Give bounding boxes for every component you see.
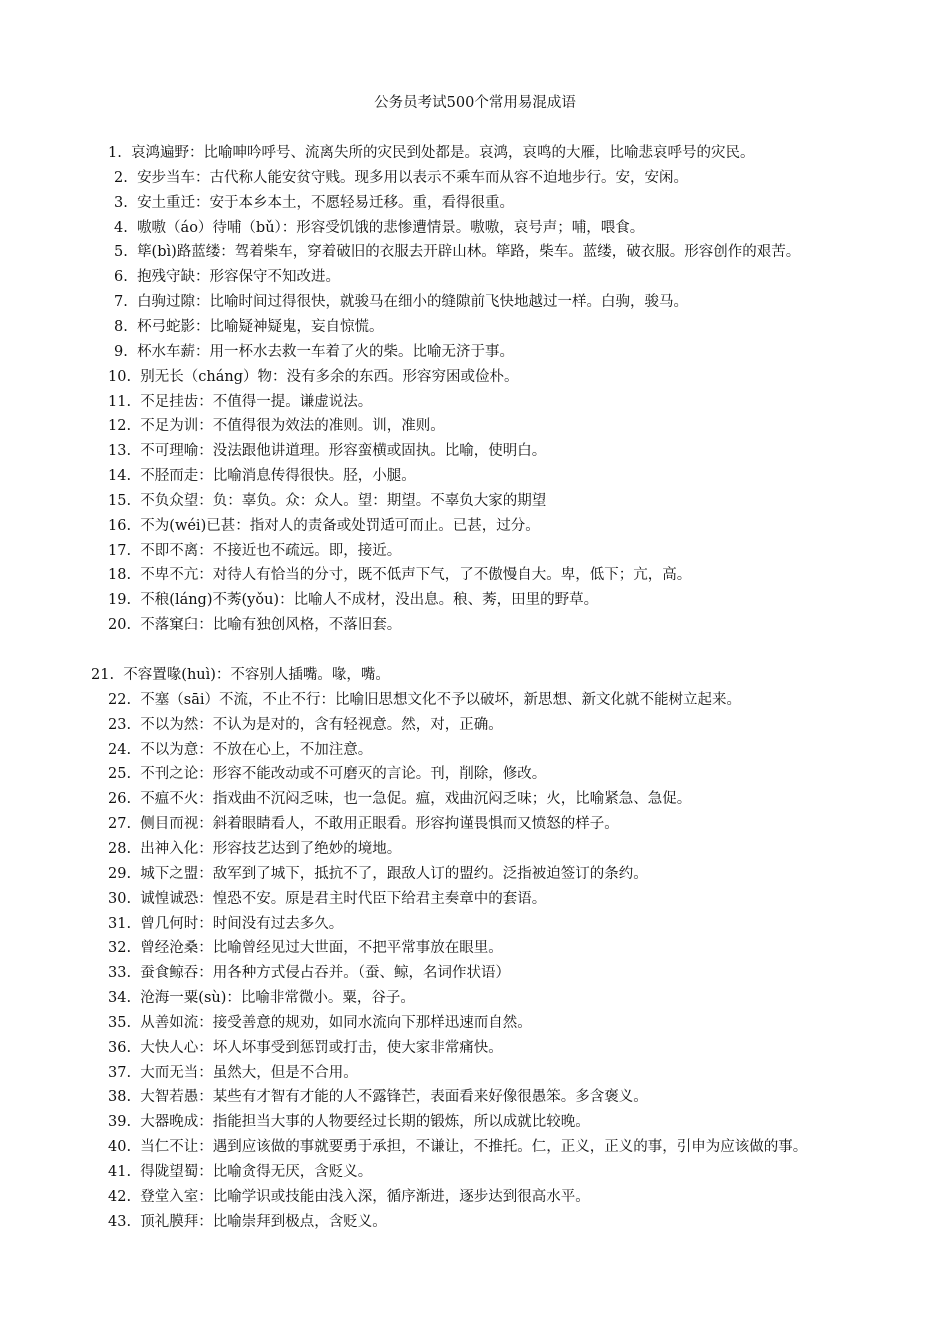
document-title: 公务员考试500个常用易混成语	[374, 95, 576, 111]
list-item	[108, 839, 401, 859]
list-item	[114, 292, 688, 312]
item-text: 不塞（sāi）不流，不止不行：比喻旧思想文化不予以破坏，新思想、新文化就不能树立起来。	[140, 691, 742, 708]
list-item	[108, 864, 648, 884]
item-text: 曾经沧桑：比喻曾经见过大世面，不把平常事放在眼里。	[140, 940, 503, 957]
item-number: 8.	[114, 318, 128, 335]
list-item	[108, 392, 372, 412]
item-number: 3.	[114, 194, 128, 211]
item-number: 27.	[108, 816, 132, 833]
item-text: 诚惶诚恐：惶恐不安。原是君主时代臣下给君主奏章中的套语。	[140, 890, 547, 907]
item-text: 白驹过隙：比喻时间过得很快，就骏马在细小的缝隙前飞快地越过一样。白驹，骏马。	[137, 294, 689, 311]
list-item	[108, 590, 598, 610]
item-text: 不卑不亢：对待人有恰当的分寸，既不低声下气，了不傲慢自大。卑，低下；亢，高。	[140, 567, 692, 584]
item-number: 6.	[114, 269, 128, 286]
item-text: 哀鸿遍野：比喻呻吟呼号、流离失所的灾民到处都是。哀鸿，哀鸣的大雁，比喻悲哀呼号的灾民。	[131, 145, 755, 161]
list-item	[108, 1038, 503, 1058]
list-item	[108, 814, 619, 834]
item-number: 22.	[108, 691, 132, 708]
list-item	[108, 789, 691, 809]
item-text: 得陇望蜀：比喻贪得无厌，含贬义。	[140, 1164, 373, 1180]
item-number: 15.	[108, 492, 132, 509]
list-item	[108, 764, 546, 784]
item-text: 当仁不让：遇到应该做的事就要勇于承担，不谦让，不推托。仁，正义，正义的事，引申为应该做的事。	[140, 1139, 808, 1156]
list-item	[108, 615, 401, 635]
item-number: 33.	[108, 965, 132, 982]
item-text: 沧海一粟(sù)：比喻非常微小。粟，谷子。	[140, 990, 415, 1007]
list-item	[108, 963, 510, 983]
item-text: 不胫而走：比喻消息传得很快。胫，小腿。	[140, 468, 416, 485]
list-item	[108, 740, 372, 760]
list-item	[108, 1087, 648, 1107]
list-item	[108, 690, 741, 710]
list-item	[114, 242, 800, 262]
list-item	[114, 168, 688, 188]
list-item	[108, 541, 401, 561]
item-number: 31.	[108, 915, 132, 932]
item-text: 不足挂齿：不值得一提。谦虚说法。	[140, 393, 373, 410]
list-item	[108, 491, 546, 511]
item-number: 4.	[114, 219, 128, 236]
item-text: 安土重迁：安于本乡本土，不愿轻易迁移。重，看得很重。	[137, 194, 515, 211]
item-number: 25.	[108, 766, 132, 783]
item-text: 蚕食鲸吞：用各种方式侵占吞并。（蚕、鲸，名词作状语）	[140, 965, 511, 982]
item-text: 登堂入室：比喻学识或技能由浅入深，循序渐进，逐步达到很高水平。	[140, 1188, 590, 1205]
item-number: 39.	[108, 1114, 132, 1131]
item-text: 杯水车薪：用一杯水去救一车着了火的柴。比喻无济于事。	[137, 343, 515, 360]
item-text: 大器晚成：指能担当大事的人物要经过长期的锻炼，所以成就比较晚。	[140, 1114, 590, 1131]
item-text: 侧目而视：斜着眼睛看人，不敢用正眼看。形容拘谨畏惧而又愤怒的样子。	[140, 816, 619, 833]
list-item	[108, 988, 415, 1008]
item-number: 14.	[108, 468, 132, 485]
list-item	[108, 441, 546, 461]
item-text: 城下之盟：敌军到了城下，抵抗不了，跟敌人订的盟约。泛指被迫签订的条约。	[140, 865, 648, 882]
item-number: 11.	[108, 393, 132, 410]
list-item	[108, 715, 503, 735]
item-number: 34.	[108, 990, 132, 1007]
item-number: 17.	[108, 542, 132, 559]
item-number: 43.	[108, 1213, 132, 1230]
item-text: 不足为训：不值得很为效法的准则。训，准则。	[140, 418, 445, 435]
item-text: 大而无当：虽然大，但是不合用。	[140, 1064, 358, 1081]
item-text: 抱残守缺：形容保守不知改进。	[137, 269, 341, 286]
item-text: 不容置喙(huì)：不容别人插嘴。喙，嘴。	[123, 667, 390, 683]
item-text: 安步当车：古代称人能安贫守贱。现多用以表示不乘车而从容不迫地步行。安，安闲。	[137, 169, 689, 186]
item-number: 2.	[114, 169, 128, 186]
item-text: 嗷嗷（áo）待哺（bǔ）：形容受饥饿的悲惨遭情景。嗷嗷，哀号声；哺，喂食。	[137, 219, 645, 236]
item-text: 不以为然：不认为是对的，含有轻视意。然，对，正确。	[140, 716, 503, 733]
item-number: 26.	[108, 791, 132, 808]
item-number: 29.	[108, 865, 132, 882]
item-number: 24.	[108, 741, 132, 758]
list-item	[108, 466, 416, 486]
item-number: 21.	[91, 667, 115, 683]
list-item	[108, 1187, 590, 1207]
item-text: 从善如流：接受善意的规劝，如同水流向下那样迅速而自然。	[140, 1014, 532, 1031]
item-text: 顶礼膜拜：比喻崇拜到极点，含贬义。	[140, 1213, 387, 1230]
item-number: 1.	[108, 145, 122, 161]
list-item	[114, 342, 514, 362]
item-text: 不落窠臼：比喻有独创风格，不落旧套。	[140, 617, 402, 634]
item-number: 13.	[108, 443, 132, 460]
item-text: 筚(bì)路蓝缕：驾着柴车，穿着破旧的衣服去开辟山林。筚路，柴车。蓝缕，破衣服。形容创作的艰苦。	[137, 244, 801, 261]
list-item	[108, 1162, 372, 1182]
item-text: 别无长（cháng）物：没有多余的东西。形容穷困或俭朴。	[140, 368, 519, 385]
list-item	[108, 143, 755, 163]
item-text: 不稂(láng)不莠(yǒu)：比喻人不成材，没出息。稂、莠，田里的野草。	[140, 592, 599, 609]
list-item	[108, 1063, 358, 1083]
item-text: 不以为意：不放在心上，不加注意。	[140, 741, 373, 758]
list-item	[114, 317, 384, 337]
item-text: 不负众望：负：辜负。众：众人。望：期望。不辜负大家的期望	[140, 492, 547, 509]
list-item	[114, 193, 514, 213]
list-item	[108, 367, 519, 387]
item-text: 出神入化：形容技艺达到了绝妙的境地。	[140, 840, 402, 857]
item-number: 12.	[108, 418, 132, 435]
item-number: 20.	[108, 617, 132, 634]
item-text: 不为(wéi)已甚：指对人的责备或处罚适可而止。已甚，过分。	[140, 517, 540, 534]
list-item	[91, 665, 390, 685]
item-number: 16.	[108, 517, 132, 534]
item-number: 9.	[114, 343, 128, 360]
item-text: 大智若愚：某些有才智有才能的人不露锋芒，表面看来好像很愚笨。多含褒义。	[140, 1089, 648, 1106]
item-text: 不可理喻：没法跟他讲道理。形容蛮横或固执。比喻，使明白。	[140, 443, 547, 460]
item-text: 大快人心：坏人坏事受到惩罚或打击，使大家非常痛快。	[140, 1039, 503, 1056]
item-number: 35.	[108, 1014, 132, 1031]
item-number: 23.	[108, 716, 132, 733]
item-number: 37.	[108, 1064, 132, 1081]
list-item	[108, 516, 540, 536]
item-number: 10.	[108, 368, 132, 385]
item-number: 38.	[108, 1089, 132, 1106]
list-item	[108, 938, 503, 958]
item-number: 7.	[114, 294, 128, 311]
list-item	[108, 914, 343, 934]
list-item	[108, 1013, 532, 1033]
list-item	[108, 889, 546, 909]
item-number: 42.	[108, 1188, 132, 1205]
item-text: 杯弓蛇影：比喻疑神疑鬼，妄自惊慌。	[137, 318, 384, 335]
item-text: 不刊之论：形容不能改动或不可磨灭的言论。刊，削除，修改。	[140, 766, 547, 783]
item-number: 41.	[108, 1164, 132, 1180]
list-item	[114, 218, 644, 238]
item-number: 19.	[108, 592, 132, 609]
item-number: 40.	[108, 1139, 132, 1156]
list-item	[108, 1112, 590, 1132]
item-number: 36.	[108, 1039, 132, 1056]
list-item	[114, 267, 340, 287]
list-item	[108, 565, 691, 585]
item-number: 32.	[108, 940, 132, 957]
list-item	[108, 1137, 807, 1157]
item-text: 不即不离：不接近也不疏远。即，接近。	[140, 542, 402, 559]
item-number: 28.	[108, 840, 132, 857]
list-item	[108, 416, 445, 436]
item-number: 30.	[108, 890, 132, 907]
item-text: 曾几何时：时间没有过去多久。	[140, 915, 344, 932]
item-number: 5.	[114, 244, 128, 261]
item-number: 18.	[108, 567, 132, 584]
item-text: 不瘟不火：指戏曲不沉闷乏味，也一急促。瘟，戏曲沉闷乏味；火，比喻紧急、急促。	[140, 791, 692, 808]
list-item	[108, 1212, 387, 1232]
